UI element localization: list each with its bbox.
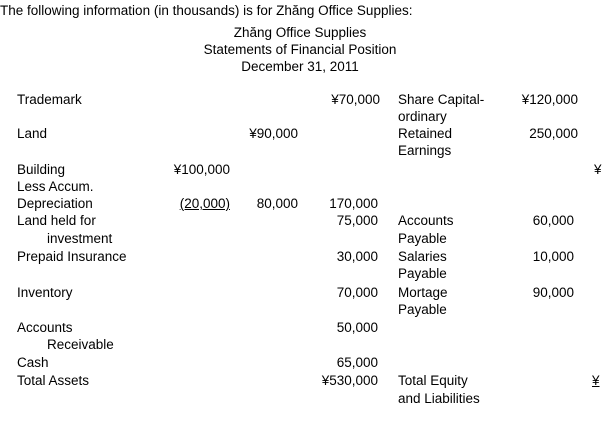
building-net: 80,000 (256, 196, 298, 211)
statement-title: Statements of Financial Position (203, 42, 397, 57)
building-label: Building (17, 162, 66, 177)
total-assets-label: Total Assets (17, 373, 90, 388)
receivable-total: 50,000 (336, 320, 378, 335)
mortgage-payable-label-2: Payable (398, 302, 447, 317)
building-cost: ¥100,000 (173, 162, 230, 177)
total-equity-label-2: and Liabilities (398, 391, 480, 406)
trademark-total: ¥70,000 (331, 92, 380, 107)
total-assets-amount: ¥530,000 (321, 373, 378, 388)
intro-text: The following information (in thousands) is for Zhăng Office Supplies: (0, 3, 413, 18)
prepaid-total: 30,000 (336, 249, 378, 264)
company-name: Zhăng Office Supplies (233, 25, 367, 40)
accounts-payable-label-1: Accounts (398, 213, 454, 228)
mortgage-payable-amount: 90,000 (532, 285, 574, 300)
prepaid-label: Prepaid Insurance (17, 249, 127, 264)
less-accum-label: Less Accum. (17, 179, 94, 194)
trademark-label: Trademark (17, 92, 82, 107)
mortgage-payable-label-1: Mortage (398, 285, 448, 300)
share-capital-label-2: ordinary (398, 109, 447, 124)
accounts-payable-amount: 60,000 (532, 213, 574, 228)
salaries-payable-amount: 10,000 (532, 249, 574, 264)
salaries-payable-label-2: Payable (398, 266, 447, 281)
accum-depreciation: (20,000) (179, 196, 230, 211)
clipped-yen-1: ¥ (594, 162, 602, 177)
cash-total: 65,000 (336, 355, 378, 370)
inventory-total: 70,000 (336, 285, 378, 300)
share-capital-amount: ¥120,000 (521, 92, 578, 107)
salaries-payable-label-1: Salaries (398, 249, 447, 264)
land-label: Land (17, 126, 48, 141)
retained-label-2: Earnings (398, 143, 452, 158)
clipped-yen-2: ¥ (592, 373, 600, 388)
building-subtotal: 170,000 (329, 196, 378, 211)
retained-label-1: Retained (398, 126, 453, 141)
accounts-payable-label-2: Payable (398, 231, 447, 246)
share-capital-label-1: Share Capital- (398, 92, 485, 107)
statement-date: December 31, 2011 (241, 59, 359, 74)
land-held-total: 75,000 (336, 213, 378, 228)
inventory-label: Inventory (17, 285, 73, 300)
land-held-label-2: investment (47, 231, 113, 246)
receivable-label-2: Receivable (47, 337, 114, 352)
cash-label: Cash (17, 355, 49, 370)
land-held-label-1: Land held for (17, 213, 96, 228)
retained-amount: 250,000 (529, 126, 578, 141)
depreciation-label: Depreciation (17, 196, 93, 211)
land-amount: ¥90,000 (249, 126, 298, 141)
total-equity-label-1: Total Equity (398, 373, 468, 388)
receivable-label-1: Accounts (17, 320, 73, 335)
